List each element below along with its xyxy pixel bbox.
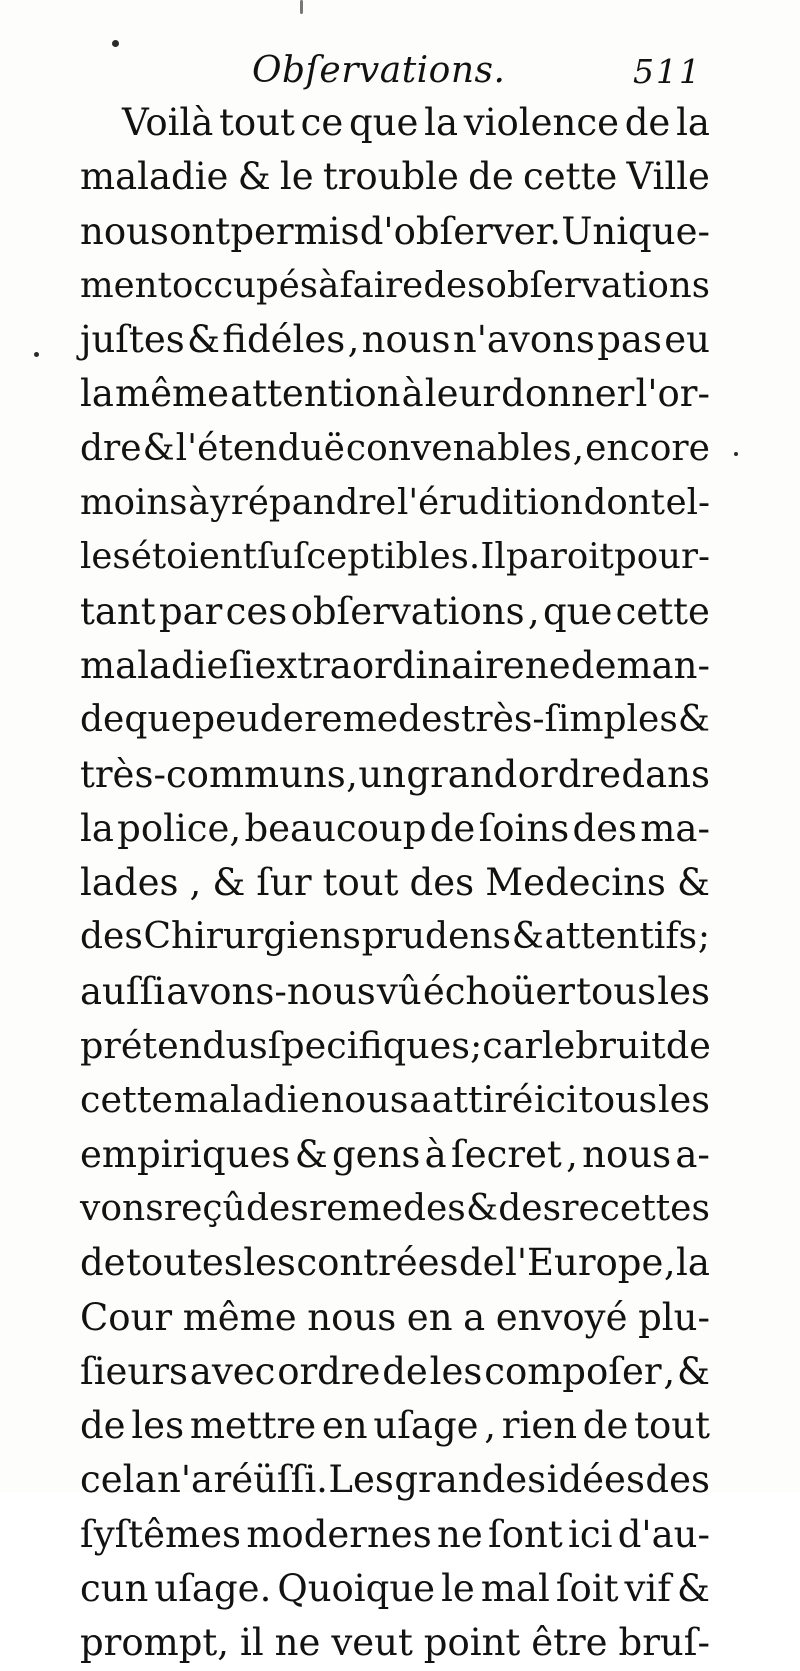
word: l'Europe bbox=[505, 1241, 664, 1285]
word: des bbox=[498, 1187, 562, 1229]
word: , bbox=[346, 752, 358, 796]
word: l'or- bbox=[635, 372, 710, 416]
word: peu bbox=[192, 699, 260, 741]
word: de bbox=[259, 699, 304, 741]
word: Cour bbox=[80, 1295, 173, 1339]
word: & bbox=[237, 155, 271, 199]
text-line bbox=[80, 585, 710, 639]
word: être bbox=[531, 1621, 608, 1665]
word: empiriques bbox=[80, 1132, 291, 1176]
word: & bbox=[142, 427, 175, 469]
word: el- bbox=[665, 482, 710, 524]
word: cette bbox=[522, 155, 618, 199]
word: en bbox=[406, 1295, 453, 1339]
word: & bbox=[212, 861, 246, 905]
word: ſyſtêmes bbox=[80, 1512, 242, 1556]
word: tout bbox=[219, 101, 295, 144]
text-line bbox=[80, 748, 710, 802]
word: Ville bbox=[626, 155, 710, 199]
text-line bbox=[80, 150, 710, 204]
word: ne bbox=[437, 1512, 483, 1556]
word: que bbox=[349, 101, 419, 144]
word: des bbox=[572, 806, 638, 850]
word: , bbox=[527, 589, 540, 633]
text-line bbox=[80, 1562, 710, 1616]
word: encore bbox=[585, 427, 710, 469]
word: étoient bbox=[130, 536, 257, 578]
word: remedes bbox=[304, 699, 461, 741]
word: des bbox=[80, 916, 143, 958]
word: envoyé bbox=[495, 1295, 628, 1339]
word: eu bbox=[664, 318, 710, 362]
word: maladie bbox=[80, 155, 229, 199]
word: car bbox=[482, 1024, 542, 1068]
word: Medecins bbox=[485, 861, 666, 905]
word: il bbox=[240, 1621, 264, 1665]
word: tout bbox=[634, 1404, 710, 1448]
text-line bbox=[80, 422, 710, 476]
word: Les bbox=[328, 1458, 394, 1502]
word: les bbox=[131, 1404, 185, 1448]
word: ont bbox=[169, 209, 231, 253]
word: contrées bbox=[296, 1241, 459, 1285]
word: a- bbox=[675, 1132, 710, 1176]
word: en bbox=[321, 1404, 368, 1448]
word: rien bbox=[501, 1404, 578, 1448]
word: les bbox=[80, 536, 131, 578]
word: la bbox=[676, 1241, 710, 1285]
word: ſoit bbox=[555, 1567, 619, 1611]
text-line bbox=[80, 1128, 710, 1182]
page-header bbox=[0, 44, 800, 104]
word: ſuſceptibles. bbox=[257, 536, 481, 578]
word: cela bbox=[80, 1458, 157, 1502]
word: ; bbox=[697, 916, 710, 958]
word: la bbox=[80, 806, 114, 850]
word: extraordinaire bbox=[254, 643, 525, 687]
word: ces bbox=[225, 589, 288, 633]
word: à bbox=[188, 482, 210, 524]
word: le bbox=[541, 1024, 576, 1068]
word: & bbox=[294, 1132, 328, 1176]
word: très-communs bbox=[80, 752, 346, 796]
text-line bbox=[80, 1073, 710, 1127]
text-line bbox=[80, 367, 710, 421]
text-line bbox=[80, 856, 710, 910]
word: avons-nous bbox=[166, 969, 376, 1013]
word: idées bbox=[546, 1458, 645, 1502]
word: n'a bbox=[156, 1458, 214, 1502]
text-line bbox=[80, 910, 710, 964]
word: & bbox=[676, 1567, 710, 1611]
word: auſſi bbox=[80, 969, 166, 1013]
word: nous bbox=[361, 318, 451, 362]
text-line bbox=[80, 205, 710, 259]
word: pas bbox=[597, 318, 662, 362]
text-line bbox=[80, 1616, 710, 1670]
word: , bbox=[663, 1241, 676, 1285]
text-line bbox=[80, 96, 710, 150]
word: juſtes bbox=[80, 318, 185, 362]
word: ordre bbox=[277, 1349, 381, 1393]
word: , bbox=[484, 1404, 497, 1448]
word: les bbox=[657, 1078, 710, 1122]
word: des bbox=[409, 861, 475, 905]
ink-speck bbox=[734, 452, 738, 456]
page-number: 511 bbox=[633, 52, 702, 91]
word: & bbox=[676, 1349, 710, 1393]
word: le bbox=[279, 155, 314, 199]
word: tant bbox=[80, 589, 156, 633]
word: répandre bbox=[230, 482, 397, 524]
word: pour- bbox=[614, 536, 710, 578]
word: gens bbox=[331, 1132, 421, 1176]
word: de bbox=[382, 1349, 428, 1393]
word: n'avons bbox=[452, 318, 595, 362]
word: prudens bbox=[361, 916, 512, 958]
word: a bbox=[409, 1078, 431, 1122]
word: , bbox=[347, 318, 360, 362]
word: y bbox=[210, 482, 231, 524]
word: vons bbox=[80, 1187, 164, 1229]
word: de bbox=[429, 806, 476, 850]
word: que bbox=[542, 589, 613, 633]
word: nous bbox=[307, 1295, 397, 1339]
word: très-ſimples bbox=[460, 699, 678, 741]
word: dans bbox=[621, 752, 710, 796]
text-line bbox=[80, 313, 710, 367]
word: les bbox=[243, 1241, 296, 1285]
word: permis bbox=[230, 209, 360, 253]
text-line bbox=[80, 1399, 710, 1453]
word: de bbox=[468, 155, 514, 199]
word: la bbox=[424, 101, 459, 144]
word: ment bbox=[80, 264, 172, 306]
word: réüſſi. bbox=[213, 1458, 328, 1502]
word: un bbox=[358, 752, 407, 796]
word: ici bbox=[533, 1078, 578, 1122]
running-title: Obſervations. bbox=[252, 50, 506, 91]
word: de bbox=[80, 1241, 126, 1285]
word: maladie bbox=[173, 1078, 321, 1122]
word: Chirurgiens bbox=[143, 916, 361, 958]
text-line bbox=[80, 1508, 710, 1562]
word: ne bbox=[274, 1621, 321, 1665]
word: , bbox=[572, 427, 585, 469]
word: ordre bbox=[517, 752, 622, 796]
word: nous bbox=[320, 1078, 409, 1122]
word: à bbox=[424, 1132, 447, 1176]
word: avec bbox=[189, 1349, 276, 1393]
word: par bbox=[158, 589, 223, 633]
word: uſage bbox=[373, 1404, 479, 1448]
word: tout bbox=[322, 861, 399, 905]
word: de bbox=[582, 1404, 629, 1448]
word: ma- bbox=[640, 806, 710, 850]
word: mettre bbox=[189, 1404, 317, 1448]
text-line bbox=[80, 1345, 710, 1399]
word: les bbox=[429, 1349, 483, 1393]
word: d'au- bbox=[617, 1512, 710, 1556]
word: des bbox=[245, 1187, 309, 1229]
word: prétendus bbox=[80, 1024, 268, 1068]
word: les bbox=[657, 969, 710, 1013]
word: , bbox=[189, 861, 202, 905]
word: obſervations bbox=[485, 264, 710, 306]
word: & bbox=[187, 318, 220, 362]
word: attiré bbox=[431, 1078, 534, 1122]
word: ſur bbox=[256, 861, 312, 905]
text-line bbox=[80, 259, 710, 313]
word: & bbox=[677, 699, 710, 741]
text-line bbox=[80, 1291, 710, 1345]
word: trouble bbox=[322, 155, 459, 199]
word: violence bbox=[463, 101, 619, 144]
word: veut bbox=[331, 1621, 413, 1665]
word: des bbox=[423, 264, 486, 306]
word: ce bbox=[300, 101, 344, 144]
word: faire bbox=[339, 264, 424, 306]
text-line bbox=[80, 1019, 710, 1073]
word: donner bbox=[501, 372, 635, 416]
word: deman- bbox=[570, 643, 710, 687]
word: cun bbox=[80, 1567, 149, 1611]
word: convenables bbox=[345, 427, 572, 469]
word: police, bbox=[117, 806, 242, 850]
text-line bbox=[80, 1236, 710, 1290]
word: tous bbox=[578, 1078, 658, 1122]
word: l'étenduë bbox=[175, 427, 345, 469]
word: a bbox=[463, 1295, 486, 1339]
word: grand bbox=[406, 752, 518, 796]
word: reçû bbox=[163, 1187, 246, 1229]
word: ſpecifiques bbox=[267, 1024, 470, 1068]
word: Unique- bbox=[561, 209, 710, 253]
word: nous bbox=[80, 209, 169, 253]
text-line bbox=[80, 476, 710, 530]
word: ſi bbox=[228, 643, 255, 687]
word: Quoique bbox=[277, 1567, 436, 1611]
text-line bbox=[80, 1453, 710, 1507]
word: fidéles bbox=[222, 318, 346, 362]
word: tous bbox=[576, 969, 657, 1013]
word: recettes bbox=[561, 1187, 710, 1229]
word: ſoins bbox=[478, 806, 570, 850]
word: ne bbox=[524, 643, 571, 687]
word: bruit bbox=[575, 1024, 666, 1068]
word: maladie bbox=[80, 643, 229, 687]
word: de bbox=[665, 1024, 711, 1068]
word: vif bbox=[624, 1567, 671, 1611]
word: de bbox=[80, 1404, 126, 1448]
word: beaucoup bbox=[244, 806, 427, 850]
word: bruſ- bbox=[618, 1621, 710, 1665]
word: de bbox=[80, 699, 125, 741]
word: , bbox=[566, 1132, 578, 1176]
word: Il bbox=[480, 536, 506, 578]
word: ſecret bbox=[451, 1132, 562, 1176]
word: vû bbox=[376, 969, 422, 1013]
word: occupés bbox=[172, 264, 318, 306]
word: la bbox=[80, 372, 114, 416]
word: dre bbox=[80, 427, 142, 469]
word: plu- bbox=[638, 1295, 710, 1339]
word: uſage. bbox=[154, 1567, 272, 1611]
word: même bbox=[115, 372, 229, 416]
word: l'érudition bbox=[397, 482, 583, 524]
word: ici bbox=[568, 1512, 613, 1556]
word: , bbox=[663, 1349, 676, 1393]
word: Voilà bbox=[122, 101, 214, 144]
word: échoüer bbox=[422, 969, 575, 1013]
word: que bbox=[124, 699, 192, 741]
word: leur bbox=[424, 372, 501, 416]
word: paroit bbox=[505, 536, 614, 578]
word: nous bbox=[582, 1132, 672, 1176]
word: ; bbox=[469, 1024, 483, 1068]
text-line bbox=[80, 639, 710, 693]
word: toutes bbox=[126, 1241, 243, 1285]
word: prompt, bbox=[80, 1621, 230, 1665]
word: de bbox=[458, 1241, 505, 1285]
word: point bbox=[423, 1621, 521, 1665]
word: ſont bbox=[488, 1512, 563, 1556]
word: moins bbox=[80, 482, 188, 524]
text-line bbox=[80, 530, 710, 584]
word: remedes bbox=[308, 1187, 466, 1229]
word: mal bbox=[480, 1567, 550, 1611]
word: & bbox=[511, 916, 544, 958]
body-text bbox=[80, 96, 710, 1671]
word: de bbox=[624, 101, 671, 144]
word: des bbox=[645, 1458, 710, 1502]
word: ſieurs bbox=[80, 1349, 188, 1393]
word: attentifs bbox=[544, 916, 698, 958]
word: compoſer bbox=[484, 1349, 662, 1393]
word: attention bbox=[230, 372, 401, 416]
word: à bbox=[318, 264, 340, 306]
word: & bbox=[677, 861, 710, 905]
word: cette bbox=[80, 1078, 173, 1122]
word: cette bbox=[615, 589, 710, 633]
text-line bbox=[80, 965, 710, 1019]
ink-speck bbox=[34, 352, 39, 357]
word: modernes bbox=[246, 1512, 432, 1556]
ink-speck bbox=[300, 0, 303, 14]
word: lades bbox=[80, 861, 179, 905]
word: obſervations bbox=[290, 589, 525, 633]
word: & bbox=[465, 1187, 499, 1229]
text-line bbox=[80, 1182, 710, 1236]
word: la bbox=[676, 101, 710, 144]
text-line bbox=[80, 693, 710, 747]
word: le bbox=[441, 1567, 475, 1611]
text-line bbox=[80, 802, 710, 856]
word: à bbox=[401, 372, 424, 416]
word: dont bbox=[583, 482, 665, 524]
word: grandes bbox=[394, 1458, 547, 1502]
word: d'obſerver. bbox=[359, 209, 561, 253]
word: même bbox=[182, 1295, 297, 1339]
